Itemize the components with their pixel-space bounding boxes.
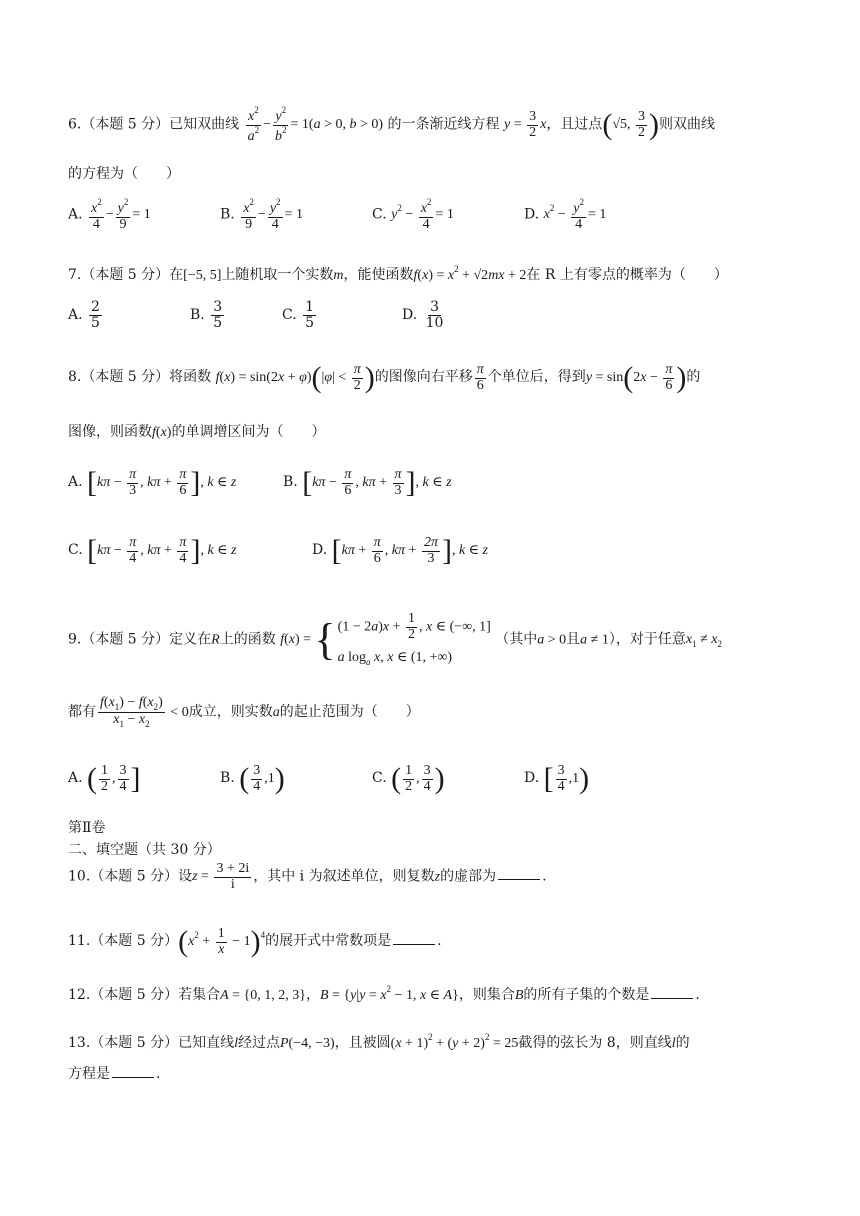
q8-text: 将函数 — [169, 369, 212, 386]
option-label: C. — [372, 206, 387, 223]
option-label: A. — [68, 770, 83, 787]
option-label: D. — [402, 307, 418, 324]
q6-score-tag: （本题 5 分） — [81, 116, 170, 133]
q9-option-d: D. [ $\frac{3}{4}$ ,1) — [524, 762, 590, 795]
q8-option-c: C. [kπ − $\frac{\pi}{4}$ , kπ + $\frac{\pi}{4}$ ], k ∈ z — [68, 534, 237, 567]
q9-line-2 — [68, 696, 420, 730]
q11-end: . — [437, 933, 442, 950]
q8-option-d: D. [kπ + $\frac{\pi}{6}$ , kπ + $\frac{2\pi}{3}$ ], k ∈ z — [312, 534, 488, 567]
q7-text: 在 — [169, 267, 184, 283]
q9-condition-2: a ≠ 1 — [580, 632, 609, 648]
option-label: D. — [524, 206, 540, 223]
q8-score-tag: （本题 5 分） — [81, 369, 170, 386]
q6-option-a: A. $\frac{x^2}{4}$ − $\frac{y^2}{9}$ = 1 — [68, 197, 151, 232]
q9-condition-1: a > 0 — [537, 632, 567, 648]
q7-number: 7. — [68, 267, 82, 283]
q12-number: 12. — [68, 987, 91, 1003]
q8-text: 的 — [686, 369, 701, 386]
q7-option-d — [402, 300, 447, 330]
q13-text: 经过点 — [237, 1035, 280, 1051]
q6-text: 的一条渐近线方程 — [387, 116, 500, 133]
q7-option-c — [282, 300, 318, 330]
answer-blank[interactable] — [651, 998, 693, 999]
q6-line-1 — [68, 106, 715, 144]
q10-var-z: z — [434, 869, 441, 885]
fraction-denominator: 10 — [425, 314, 444, 331]
q8-text: 的单调增区间为（ ） — [171, 424, 326, 440]
q8-function-formula: f(x) = sin(2x + φ)(|φ| < $\frac{\pi}{2}$ ) — [215, 361, 375, 394]
q8-text: 的图像向右平移 — [374, 369, 473, 386]
q9-var-a: a — [272, 705, 280, 721]
q13-text: 已知直线 — [178, 1035, 235, 1051]
q13-var-l: l — [671, 1036, 676, 1051]
q10-text: 设 — [178, 868, 193, 885]
q8-line-1 — [68, 360, 700, 396]
answer-blank[interactable] — [112, 1077, 154, 1078]
q12-set-b: $B = \{y|y = x^2 - 1$, x ∈ A} — [319, 984, 459, 1003]
q8-result-formula: y = sin(2x − $\frac{\pi}{6}$ ) — [585, 361, 687, 394]
q9-text: 且 — [566, 631, 581, 648]
q13-text: ，且被圆 — [334, 1035, 391, 1051]
q9-text: 定义在 — [169, 631, 212, 648]
option-label: C. — [372, 770, 387, 787]
q7-text: ，能使函数 — [343, 267, 414, 283]
q10-text: 的虚部为 — [440, 868, 497, 885]
q6-hyperbola-formula: $\frac{x^2}{a^2}$ − $\frac{y^2}{b^2}$ = 1(a > 0, b > 0) — [247, 105, 384, 144]
q7-interval: [−5, 5] — [183, 268, 222, 283]
q6-option-b: B. $\frac{x^2}{9}$ − $\frac{y^2}{4}$ = 1 — [220, 197, 303, 232]
q12-set-a: A = {0, 1, 2, 3} — [220, 988, 306, 1003]
q9-score-tag: （本题 5 分） — [81, 631, 170, 648]
option-label: C. — [282, 307, 297, 324]
q9-option-a: A. ( $\frac{1}{2}$ , $\frac{3}{4}$ ] — [68, 762, 141, 795]
q6-text: ，且过点 — [546, 116, 603, 133]
q12-text: 的所有子集的个数是 — [523, 987, 650, 1003]
q9-text: 都有 — [68, 704, 96, 721]
option-label: B. — [190, 307, 205, 324]
q13-line-2 — [68, 1066, 160, 1083]
q6-option-c: C. $y^2$ − $\frac{x^2}{4}$ = 1 — [372, 197, 454, 232]
fraction-numerator: 2 — [91, 299, 100, 315]
q8-line-2 — [68, 424, 325, 442]
q11-formula: ($x^2$ + $\frac{1}{x}$ − 1)$^4$ — [178, 925, 266, 958]
q8-text: 个单位后，得到 — [487, 369, 586, 386]
q9-text: ），对于任意 — [608, 631, 686, 648]
q8-option-a: A. [kπ − $\frac{\pi}{3}$ , kπ + $\frac{\pi}{6}$ ], k ∈ z — [68, 466, 237, 499]
q9-condition-3: $x_1 \ne x_2$ — [685, 632, 722, 650]
q7-function-formula: $f(x) = x^2 + √2mx + 2$ — [413, 264, 527, 283]
fraction-denominator: 5 — [305, 314, 315, 331]
q7-score-tag: （本题 5 分） — [81, 267, 170, 283]
q9-text: 成立，则实数 — [188, 704, 273, 721]
q9-text: （其中 — [495, 631, 538, 648]
option-label: B. — [283, 474, 298, 491]
q13-point: P(−4, −3) — [279, 1036, 335, 1051]
q12-end: . — [695, 987, 700, 1003]
q12-text: ，则集合 — [458, 987, 515, 1003]
fraction-numerator: 3 — [213, 299, 223, 315]
q8-shift-fraction: $\frac{\pi}{6}$ — [476, 361, 484, 393]
q6-asymptote-formula: y = $\frac{3}{2}$ x — [503, 109, 547, 140]
q10-end: . — [542, 868, 547, 885]
q8-function-ref: f(x) — [152, 425, 172, 440]
option-label: D. — [524, 770, 540, 787]
q6-number: 6. — [68, 116, 82, 133]
q7-text: 在 R 上有零点的概率为（ ） — [526, 267, 728, 283]
q7-option-b — [190, 300, 226, 330]
q6-text: 则双曲线 — [659, 116, 715, 133]
q11-score-tag: （本题 5 分） — [90, 933, 179, 950]
q13-number: 13. — [68, 1035, 91, 1051]
q9-number: 9. — [68, 631, 82, 648]
q6-text: 已知双曲线 — [169, 116, 240, 133]
q8-option-b: B. [kπ − $\frac{\pi}{6}$ , kπ + $\frac{\pi}{3}$ ], k ∈ z — [283, 466, 452, 499]
fraction-denominator: 5 — [91, 314, 100, 331]
q13-end: . — [156, 1066, 161, 1082]
option-label: A. — [68, 206, 83, 223]
option-label: A. — [68, 307, 83, 324]
q9-inequality: $\frac{f(x_1) - f(x_2)}{x_1 - x_2}$ < 0 — [100, 695, 189, 730]
q13-text: 截得的弦长为 8，则直线 — [518, 1035, 672, 1051]
fraction-numerator: 3 — [430, 299, 440, 315]
answer-blank[interactable] — [498, 879, 540, 880]
option-label: B. — [220, 206, 235, 223]
q10-text: ，其中 i 为叙述单位，则复数 — [253, 868, 435, 885]
q13-line-1 — [68, 1032, 690, 1053]
q8-number: 8. — [68, 369, 82, 386]
q7-text: 上随机取一个实数 — [221, 267, 334, 283]
q12-score-tag: （本题 5 分） — [90, 987, 179, 1003]
q8-text: 图像，则函数 — [68, 424, 152, 440]
q10-number: 10. — [68, 868, 91, 885]
q12-var-b: B — [514, 988, 524, 1003]
option-label: C. — [68, 542, 83, 559]
answer-blank[interactable] — [393, 944, 435, 945]
q13-var-l: l — [234, 1036, 238, 1051]
section-volume: 第Ⅱ卷 — [68, 820, 106, 836]
q9-text: 上的函数 — [219, 631, 276, 648]
q10-line — [68, 862, 547, 892]
q9-option-c: C. ( $\frac{1}{2}$ , $\frac{3}{4}$ ) — [372, 762, 445, 795]
option-label: B. — [220, 770, 235, 787]
q12-text: ， — [305, 987, 320, 1003]
fraction-denominator: 5 — [213, 314, 223, 331]
fraction-numerator: 1 — [305, 299, 315, 315]
option-label: A. — [68, 474, 83, 491]
q12-text: 若集合 — [178, 987, 221, 1003]
q6-point-formula: (√5, $\frac{3}{2}$ ) — [602, 108, 659, 142]
q12-line — [68, 984, 700, 1005]
q11-number: 11. — [68, 933, 91, 950]
q13-circle: $(x + 1)^2 + (y + 2)^2 = 25$ — [390, 1032, 519, 1051]
q11-line — [68, 924, 442, 960]
q13-text: 方程是 — [68, 1066, 110, 1082]
q7-line-1 — [68, 264, 728, 285]
section-title: 二、填空题（共 30 分） — [68, 842, 221, 858]
q9-var-r: R — [211, 632, 220, 648]
q13-score-tag: （本题 5 分） — [90, 1035, 179, 1051]
q9-text: 的起止范围为（ ） — [279, 704, 420, 721]
q10-formula: z = $\frac{3 + 2i}{i}$ — [192, 861, 250, 892]
q13-text: 的 — [675, 1035, 690, 1051]
q7-option-a — [68, 300, 104, 330]
option-label: D. — [312, 542, 328, 559]
q9-piecewise-function: f(x) = { (1 − 2a)x + $\frac{1}{2}$ , x ∈ (−∞, 1] a $\log_a x$, x ∈ (1, +∞) — [280, 611, 491, 668]
q9-option-b: B. ( $\frac{3}{4}$ ,1) — [220, 762, 285, 795]
q7-var-m: m — [333, 268, 344, 283]
q11-text: 的展开式中常数项是 — [265, 933, 392, 950]
q10-score-tag: （本题 5 分） — [90, 868, 179, 885]
q6-line-2: 的方程为（ ） — [68, 166, 180, 182]
q9-line-1 — [68, 612, 722, 668]
q6-option-d: D. $x^2$ − $\frac{y^2}{4}$ = 1 — [524, 197, 607, 232]
